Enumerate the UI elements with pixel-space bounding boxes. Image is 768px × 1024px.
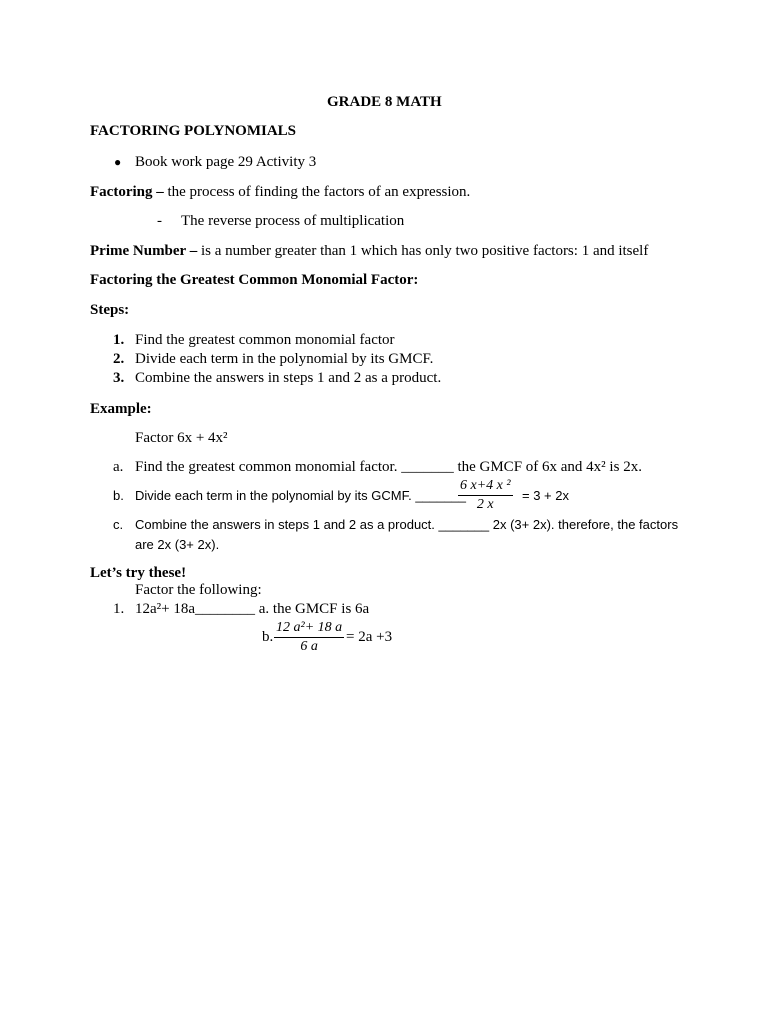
page-title: GRADE 8 MATH [327,94,442,110]
factoring-term: Factoring – [90,184,164,200]
example-item-b-label: b. [113,488,124,503]
step-number: 1. [113,332,125,348]
problem-b-label: b. [262,629,274,645]
dash-marker: - [157,213,162,229]
section-heading: FACTORING POLYNOMIALS [90,123,297,139]
factoring-sub-item: The reverse process of multiplication [181,213,405,229]
try-heading: Let’s try these! [90,565,187,581]
step-text: Divide each term in the polynomial by its GMCF. [135,351,434,367]
step-text: Find the greatest common monomial factor [135,332,395,348]
try-prompt: Factor the following: [135,582,262,598]
example-item-c-line1: Combine the answers in steps 1 and 2 as a product. _______ 2x (3+ 2x). therefore, the factors [135,517,679,532]
problem-text: 12a²+ 18a________ a. the GMCF is 6a [135,601,370,617]
example-item-c-line2: are 2x (3+ 2x). [135,537,220,552]
example-item-b-text: Divide each term in the polynomial by its GCMF. _______ [135,488,466,503]
step-text: Combine the answers in steps 1 and 2 as a product. [135,370,442,386]
example-fraction-numerator: 6 x+4 x ² [458,479,513,496]
steps-heading: Steps: [90,302,130,318]
example-heading: Example: [90,401,152,417]
example-prompt: Factor 6x + 4x² [135,430,228,446]
prime-term: Prime Number – [90,243,198,259]
example-item-a-text: Find the greatest common monomial factor. _______ the GMCF of 6x and 4x² is 2x. [135,459,642,475]
problem-fraction-numerator: 12 a²+ 18 a [274,621,344,638]
problem-result: = 2a +3 [346,629,393,645]
example-fraction-denominator: 2 x [476,497,494,512]
prime-definition [90,243,648,260]
factoring-text: the process of finding the factors of an expression. [163,184,471,200]
problem-number: 1. [113,601,125,617]
problem-fraction [274,621,344,654]
step-number: 3. [113,370,125,386]
example-fraction [458,479,513,512]
bullet-icon: ● [114,155,122,169]
factoring-definition [90,184,470,201]
example-item-a-label: a. [113,459,124,475]
gcmf-heading: Factoring the Greatest Common Monomial Factor: [90,272,419,288]
example-item-c-label: c. [113,517,124,532]
problem-fraction-denominator: 6 a [300,639,318,654]
step-number: 2. [113,351,125,367]
bullet-item: Book work page 29 Activity 3 [135,154,317,170]
example-item-b-result: = 3 + 2x [522,488,569,503]
prime-text: is a number greater than 1 which has only two positive factors: 1 and itself [197,243,649,259]
